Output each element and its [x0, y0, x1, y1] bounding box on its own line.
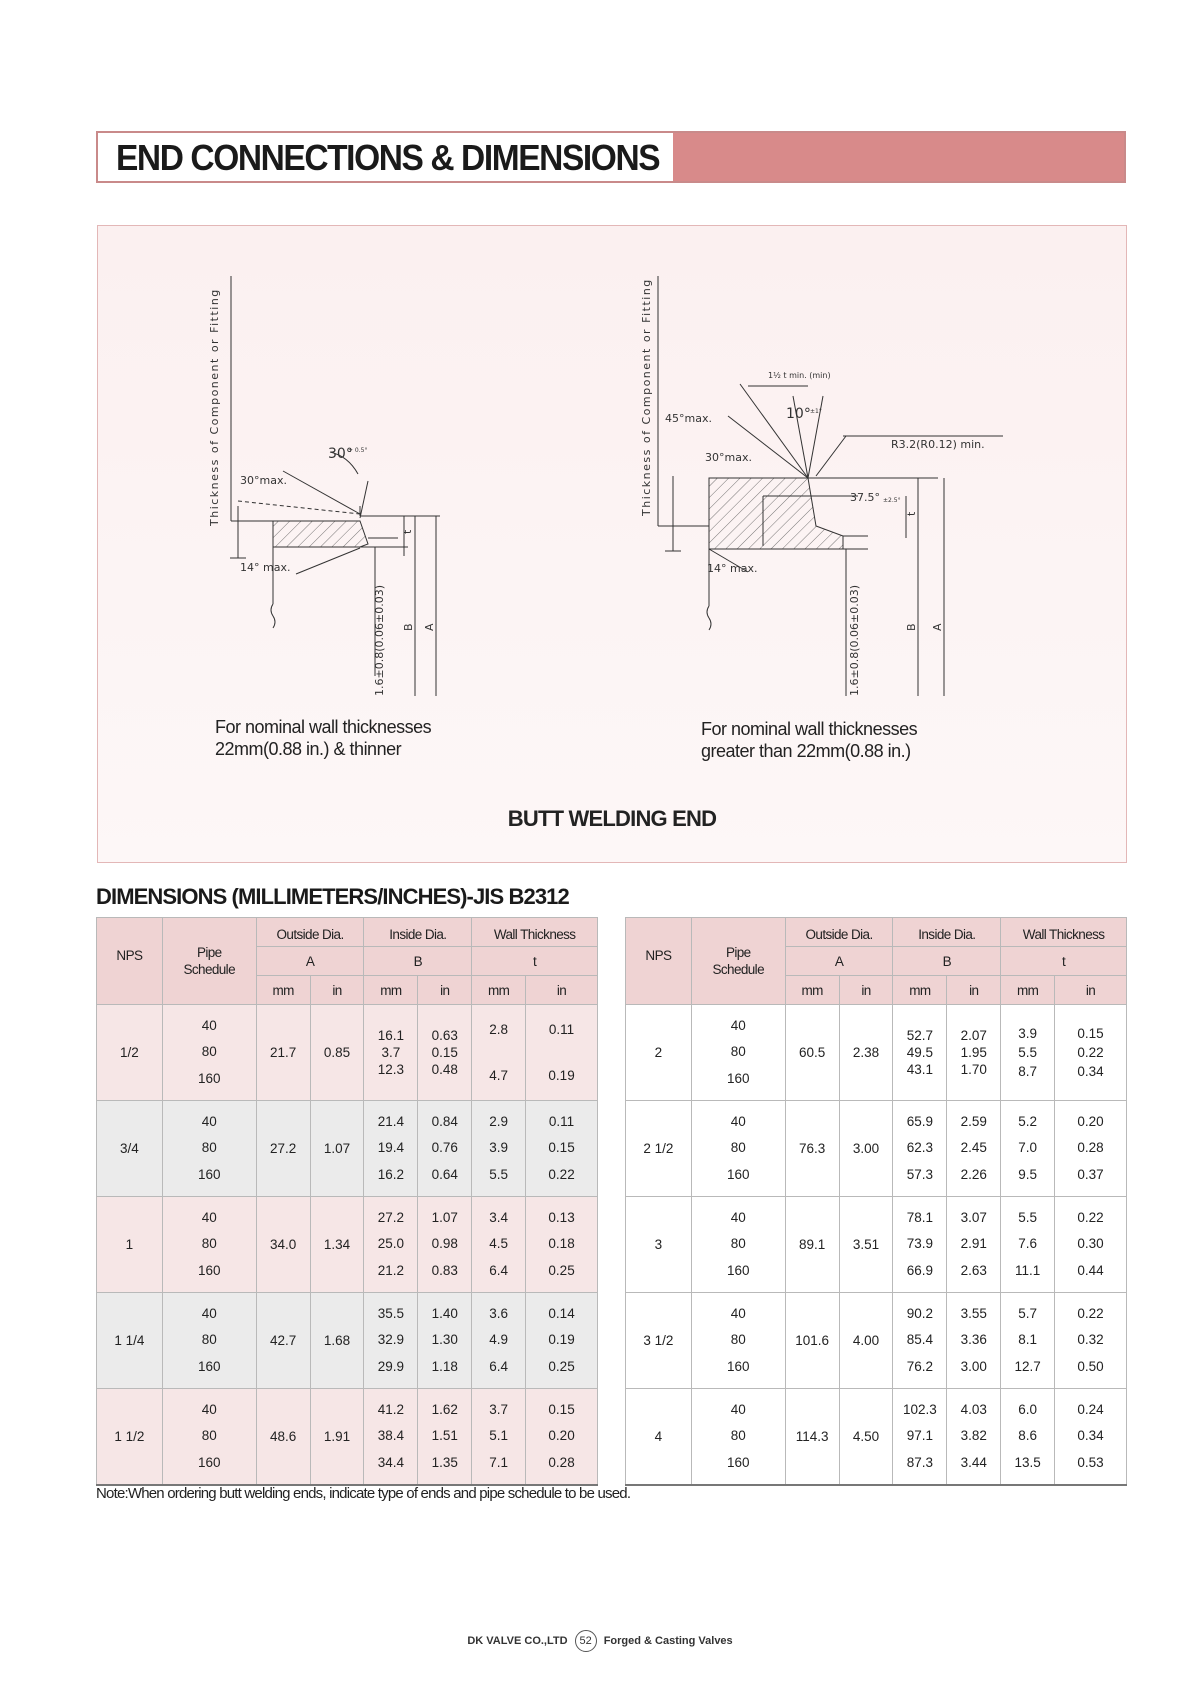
id-mm-cell: 65.9 62.3 57.3	[893, 1101, 947, 1197]
right-half-tmin: 1½ t min. (min)	[768, 371, 831, 380]
id-mm-cell: 35.5 32.9 29.9	[364, 1293, 418, 1389]
id-in-cell: 0.84 0.76 0.64	[418, 1101, 472, 1197]
od-in-cell: 3.00	[839, 1101, 893, 1197]
nps-cell: 1 1/2	[97, 1389, 163, 1485]
footer-company: DK VALVE CO.,LTD	[467, 1635, 568, 1647]
t-in-cell: 0.14 0.19 0.25	[526, 1293, 598, 1389]
nps-cell: 1 1/4	[97, 1293, 163, 1389]
schedule-cell: 40 80 160	[162, 1197, 256, 1293]
t-in-cell: 0.11 0.19	[526, 1005, 598, 1101]
od-mm-cell: 60.5	[785, 1005, 839, 1101]
table-row	[97, 1293, 598, 1389]
t-mm-cell: 2.8 4.7	[472, 1005, 526, 1101]
id-in-cell: 2.07 1.95 1.70	[947, 1005, 1001, 1101]
t-in-cell: 0.22 0.30 0.44	[1055, 1197, 1127, 1293]
header-B: B	[893, 947, 1001, 976]
od-in-cell: 0.85	[310, 1005, 364, 1101]
t-in-cell: 0.13 0.18 0.25	[526, 1197, 598, 1293]
right-angle-14max: 14° max.	[707, 562, 758, 575]
schedule-cell: 40 80 160	[691, 1293, 785, 1389]
od-mm-cell: 48.6	[256, 1389, 310, 1485]
right-caption-line1: For nominal wall thicknesses	[701, 719, 918, 739]
nps-cell: 3/4	[97, 1101, 163, 1197]
schedule-cell: 40 80 160	[691, 1101, 785, 1197]
schedule-cell: 40 80 160	[162, 1293, 256, 1389]
right-angle-10-tol: ±1°	[810, 408, 822, 415]
t-in-cell: 0.15 0.20 0.28	[526, 1389, 598, 1485]
od-in-cell: 1.68	[310, 1293, 364, 1389]
right-angle-45max: 45°max.	[665, 412, 712, 425]
t-mm-cell: 6.0 8.6 13.5	[1001, 1389, 1055, 1485]
header-mm: mm	[893, 976, 947, 1005]
page-number: 52	[575, 1630, 597, 1652]
nps-cell: 2 1/2	[626, 1101, 692, 1197]
header-nps: NPS	[97, 918, 163, 1005]
header-wall-thickness: Wall Thickness	[1001, 918, 1127, 947]
table-row	[97, 1101, 598, 1197]
right-label-A: A	[931, 623, 944, 631]
id-mm-cell: 16.1 3.7 12.3	[364, 1005, 418, 1101]
t-mm-cell: 5.2 7.0 9.5	[1001, 1101, 1055, 1197]
page-footer	[0, 1630, 1200, 1652]
id-in-cell: 0.63 0.15 0.48	[418, 1005, 472, 1101]
header-nps: NPS	[626, 918, 692, 1005]
od-in-cell: 2.38	[839, 1005, 893, 1101]
id-in-cell: 3.55 3.36 3.00	[947, 1293, 1001, 1389]
od-in-cell: 4.50	[839, 1389, 893, 1485]
table-row	[97, 1005, 598, 1101]
nps-cell: 3	[626, 1197, 692, 1293]
left-label-A: A	[423, 623, 436, 631]
header-mm: mm	[472, 976, 526, 1005]
right-angle-10: 10°	[786, 406, 811, 422]
header-in: in	[839, 976, 893, 1005]
left-label-B: B	[402, 623, 415, 631]
id-in-cell: 1.62 1.51 1.35	[418, 1389, 472, 1485]
id-mm-cell: 21.4 19.4 16.2	[364, 1101, 418, 1197]
table-row	[626, 1101, 1127, 1197]
od-in-cell: 1.34	[310, 1197, 364, 1293]
header-in: in	[947, 976, 1001, 1005]
footer-subtitle: Forged & Casting Valves	[603, 1635, 733, 1647]
header-inside-dia: Inside Dia.	[893, 918, 1001, 947]
id-mm-cell: 90.2 85.4 76.2	[893, 1293, 947, 1389]
nps-cell: 1	[97, 1197, 163, 1293]
header-t: t	[472, 947, 598, 976]
header-in: in	[526, 976, 598, 1005]
header-t: t	[1001, 947, 1127, 976]
od-mm-cell: 76.3	[785, 1101, 839, 1197]
left-root-dim: 1.6±0.8(0.06±0.03)	[373, 585, 386, 696]
right-label-B: B	[905, 623, 918, 631]
right-caption-line2: greater than 22mm(0.88 in.)	[701, 741, 911, 761]
header-inside-dia: Inside Dia.	[364, 918, 472, 947]
t-mm-cell: 3.7 5.1 7.1	[472, 1389, 526, 1485]
nps-cell: 3 1/2	[626, 1293, 692, 1389]
ordering-note: Note:When ordering butt welding ends, indicate type of ends and pipe schedule to be used.	[96, 1485, 631, 1502]
left-vertical-label: Thickness of Component or Fitting	[208, 288, 221, 526]
header-in: in	[1055, 976, 1127, 1005]
t-mm-cell: 2.9 3.9 5.5	[472, 1101, 526, 1197]
butt-welding-diagram	[97, 225, 1127, 863]
header-A: A	[785, 947, 893, 976]
left-caption	[215, 716, 431, 760]
id-mm-cell: 78.1 73.9 66.9	[893, 1197, 947, 1293]
schedule-cell: 40 80 160	[691, 1197, 785, 1293]
t-in-cell: 0.11 0.15 0.22	[526, 1101, 598, 1197]
left-angle-30max: 30°max.	[240, 474, 287, 487]
id-mm-cell: 52.7 49.5 43.1	[893, 1005, 947, 1101]
header-wall-thickness: Wall Thickness	[472, 918, 598, 947]
id-in-cell: 2.59 2.45 2.26	[947, 1101, 1001, 1197]
header-A: A	[256, 947, 364, 976]
id-mm-cell: 102.3 97.1 87.3	[893, 1389, 947, 1485]
id-in-cell: 1.07 0.98 0.83	[418, 1197, 472, 1293]
od-mm-cell: 42.7	[256, 1293, 310, 1389]
right-caption	[701, 718, 917, 762]
od-in-cell: 3.51	[839, 1197, 893, 1293]
id-in-cell: 3.07 2.91 2.63	[947, 1197, 1001, 1293]
dimensions-table-left	[96, 917, 598, 1486]
id-in-cell: 4.03 3.82 3.44	[947, 1389, 1001, 1485]
t-mm-cell: 3.6 4.9 6.4	[472, 1293, 526, 1389]
nps-cell: 1/2	[97, 1005, 163, 1101]
t-in-cell: 0.20 0.28 0.37	[1055, 1101, 1127, 1197]
table-row	[97, 1197, 598, 1293]
left-angle-30-tol: + 0.5°	[348, 447, 368, 454]
right-radius: R3.2(R0.12) min.	[891, 438, 985, 451]
od-mm-cell: 114.3	[785, 1389, 839, 1485]
header-outside-dia: Outside Dia.	[256, 918, 364, 947]
right-bevel-drawing	[658, 276, 1003, 696]
nps-cell: 2	[626, 1005, 692, 1101]
od-in-cell: 4.00	[839, 1293, 893, 1389]
header-pipe-schedule: Pipe Schedule	[691, 918, 785, 1005]
title-bar	[96, 131, 1126, 183]
header-mm: mm	[364, 976, 418, 1005]
schedule-cell: 40 80 160	[162, 1005, 256, 1101]
table-row	[626, 1197, 1127, 1293]
table-row	[97, 1389, 598, 1485]
id-mm-cell: 27.2 25.0 21.2	[364, 1197, 418, 1293]
table-row	[626, 1389, 1127, 1485]
header-mm: mm	[785, 976, 839, 1005]
t-in-cell: 0.24 0.34 0.53	[1055, 1389, 1127, 1485]
id-in-cell: 1.40 1.30 1.18	[418, 1293, 472, 1389]
right-angle-37-5-tol: ±2.5°	[883, 497, 901, 504]
header-mm: mm	[256, 976, 310, 1005]
dimensions-heading: DIMENSIONS (MILLIMETERS/INCHES)-JIS B2312	[96, 884, 569, 909]
od-mm-cell: 21.7	[256, 1005, 310, 1101]
table-row	[626, 1005, 1127, 1101]
diagram-title: BUTT WELDING END	[507, 806, 717, 831]
header-B: B	[364, 947, 472, 976]
left-caption-line1: For nominal wall thicknesses	[215, 717, 432, 737]
header-in: in	[418, 976, 472, 1005]
nps-cell: 4	[626, 1389, 692, 1485]
left-angle-14max: 14° max.	[240, 561, 291, 574]
right-vertical-label: Thickness of Component or Fitting	[640, 278, 653, 516]
right-root-dim: 1.6±0.8(0.06±0.03)	[848, 585, 861, 696]
t-in-cell: 0.15 0.22 0.34	[1055, 1005, 1127, 1101]
od-mm-cell: 27.2	[256, 1101, 310, 1197]
table-row	[626, 1293, 1127, 1389]
t-mm-cell: 5.7 8.1 12.7	[1001, 1293, 1055, 1389]
id-mm-cell: 41.2 38.4 34.4	[364, 1389, 418, 1485]
t-mm-cell: 3.4 4.5 6.4	[472, 1197, 526, 1293]
schedule-cell: 40 80 160	[691, 1005, 785, 1101]
schedule-cell: 40 80 160	[691, 1389, 785, 1485]
od-mm-cell: 89.1	[785, 1197, 839, 1293]
t-mm-cell: 5.5 7.6 11.1	[1001, 1197, 1055, 1293]
left-caption-line2: 22mm(0.88 in.) & thinner	[215, 739, 402, 759]
od-mm-cell: 101.6	[785, 1293, 839, 1389]
schedule-cell: 40 80 160	[162, 1389, 256, 1485]
header-in: in	[310, 976, 364, 1005]
right-label-t: t	[905, 511, 918, 516]
left-label-t: t	[401, 529, 414, 534]
left-angle-30: 30°	[328, 446, 353, 462]
page-title: END CONNECTIONS & DIMENSIONS	[116, 137, 660, 178]
header-outside-dia: Outside Dia.	[785, 918, 893, 947]
right-angle-37-5: 37.5°	[850, 491, 880, 504]
t-mm-cell: 3.9 5.5 8.7	[1001, 1005, 1055, 1101]
od-mm-cell: 34.0	[256, 1197, 310, 1293]
t-in-cell: 0.22 0.32 0.50	[1055, 1293, 1127, 1389]
header-pipe-schedule: Pipe Schedule	[162, 918, 256, 1005]
od-in-cell: 1.91	[310, 1389, 364, 1485]
schedule-cell: 40 80 160	[162, 1101, 256, 1197]
right-angle-30max: 30°max.	[705, 451, 752, 464]
header-mm: mm	[1001, 976, 1055, 1005]
od-in-cell: 1.07	[310, 1101, 364, 1197]
dimensions-table-right	[625, 917, 1127, 1486]
